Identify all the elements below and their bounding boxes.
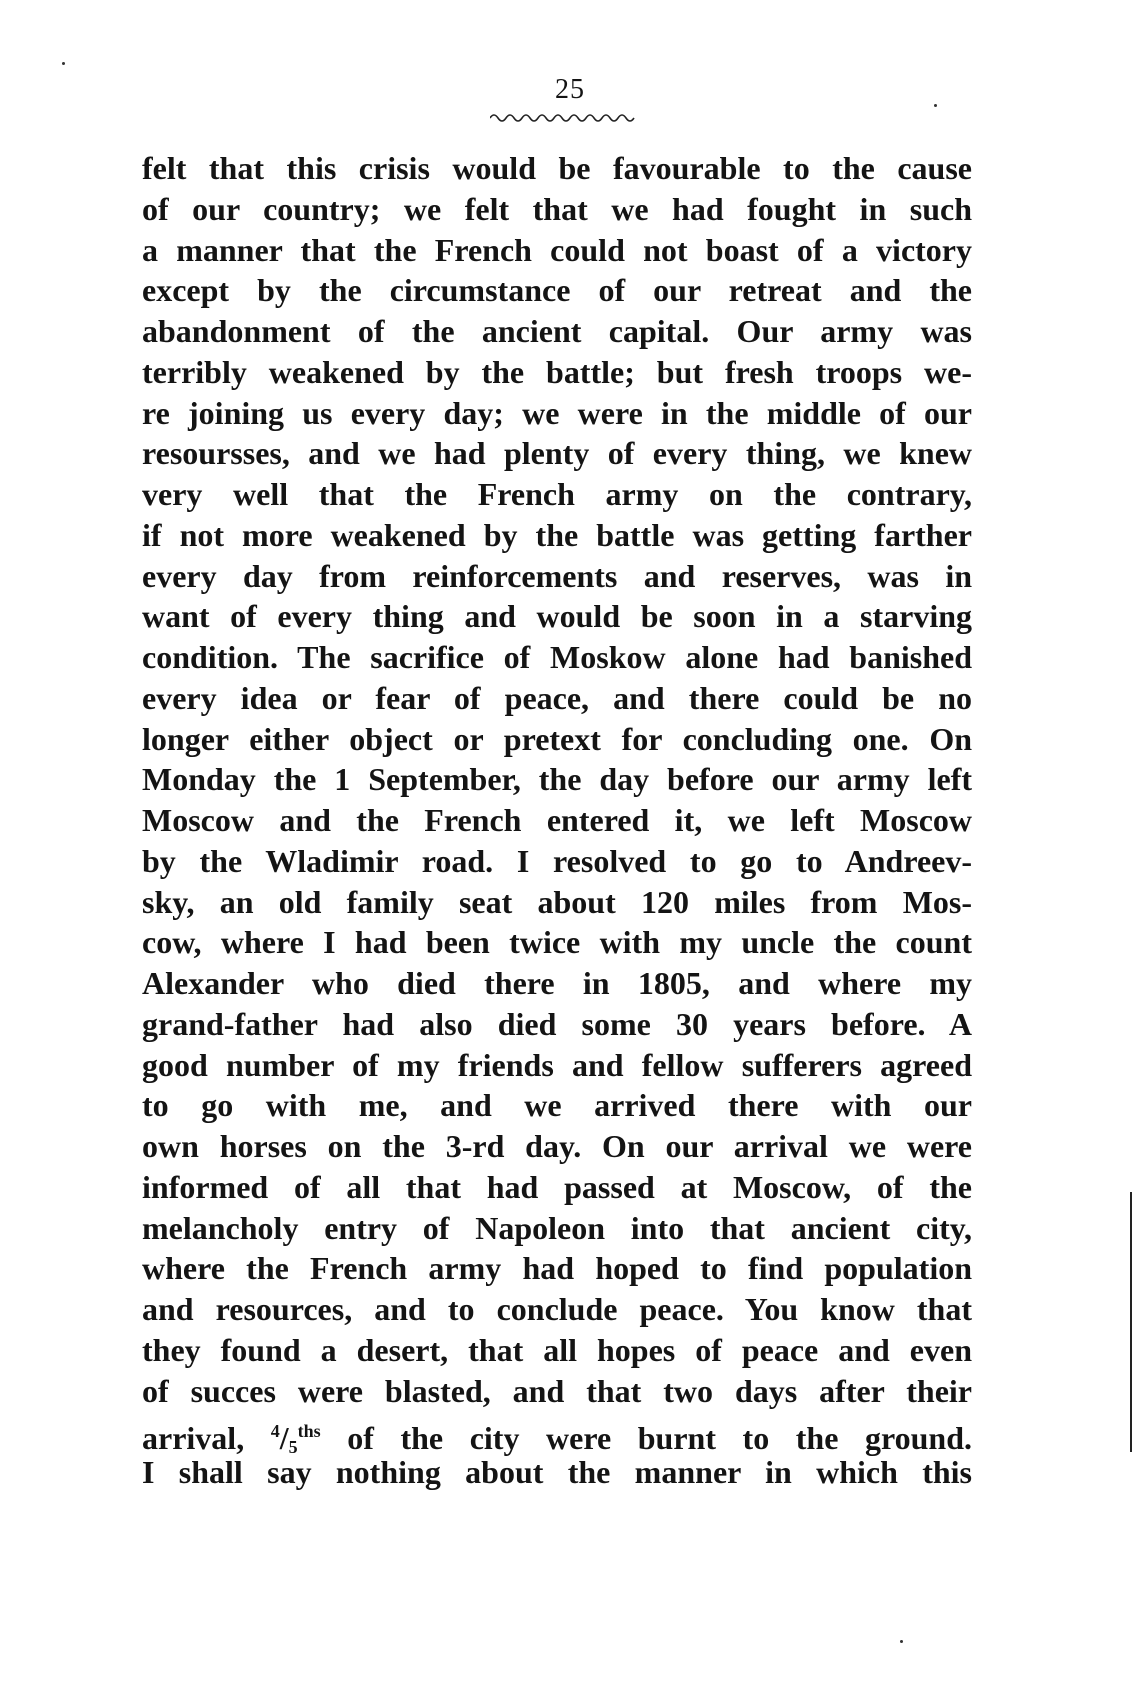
text-line: by the Wladimir road. I resolved to go to Andreev-: [142, 842, 972, 879]
text-line: own horses on the 3-rd day. On our arrival we were: [142, 1128, 972, 1164]
fraction-line-end: of the city were burnt to the ground.: [347, 1420, 973, 1457]
text-line: every idea or fear of peace, and there could be no: [142, 679, 972, 716]
fraction-denominator: 5: [288, 1437, 298, 1458]
text-line: resoursses, and we had plenty of every thing, we knew: [142, 435, 972, 472]
text-line: of succes were blasted, and that two days after their: [142, 1372, 972, 1409]
ornamental-rule: [490, 110, 640, 124]
text-line: cow, where I had been twice with my uncle the count: [142, 924, 972, 961]
text-line: abandonment of the ancient capital. Our army was: [142, 313, 972, 349]
text-line: very well that the French army on the contrary,: [142, 476, 972, 512]
text-line: sky, an old family seat about 120 miles from Mos-: [142, 883, 972, 920]
fraction-line: [142, 1411, 973, 1458]
text-line: I shall say nothing about the manner in which this: [142, 1454, 972, 1490]
text-line: where the French army had hoped to find population: [142, 1250, 972, 1287]
body-text: [142, 148, 972, 1493]
text-line: except by the circumstance of our retreat and the: [142, 272, 972, 309]
text-line: Alexander who died there in 1805, and where my: [142, 965, 972, 1001]
text-line: informed of all that had passed at Moscow, of the: [142, 1168, 972, 1205]
fraction-numerator: 4: [270, 1421, 280, 1442]
text-line: if not more weakened by the battle was getting farther: [142, 516, 972, 553]
text-line: condition. The sacrifice of Moskow alone had banished: [142, 639, 972, 675]
text-line: want of every thing and would be soon in a starving: [142, 598, 972, 635]
page-number: 25: [555, 74, 585, 105]
text-line: they found a desert, that all hopes of peace and even: [142, 1331, 972, 1368]
text-line: melancholy entry of Napoleon into that ancient city,: [142, 1209, 972, 1246]
fraction-suffix: ths: [297, 1421, 321, 1442]
text-line: every day from reinforcements and reserves, was in: [142, 557, 972, 594]
text-line: and resources, and to conclude peace. You know that: [142, 1291, 972, 1327]
fraction-line-start: arrival,: [142, 1420, 245, 1457]
scan-speck: [900, 1640, 903, 1643]
text-line: longer either object or pretext for concluding one. On: [142, 720, 972, 757]
text-line: grand-father had also died some 30 years before. A: [142, 1005, 972, 1042]
text-line: good number of my friends and fellow sufferers agreed: [142, 1046, 972, 1083]
scan-speck: [62, 62, 65, 65]
text-line: terribly weakened by the battle; but fresh troops we-: [142, 353, 972, 390]
text-line: a manner that the French could not boast of a victory: [142, 231, 972, 268]
text-line: Monday the 1 September, the day before our army left: [142, 761, 972, 798]
page-edge-mark: [1130, 1192, 1132, 1452]
text-line: of our country; we felt that we had fought in such: [142, 190, 972, 227]
text-line: felt that this crisis would be favourable to the cause: [142, 150, 972, 186]
scan-speck: [934, 104, 937, 107]
text-line: re joining us every day; we were in the middle of our: [142, 394, 972, 431]
fraction: $^4/5^{ths}$: [270, 1420, 321, 1458]
text-line: to go with me, and we arrived there with our: [142, 1087, 972, 1124]
text-line: Moscow and the French entered it, we left Moscow: [142, 802, 972, 838]
